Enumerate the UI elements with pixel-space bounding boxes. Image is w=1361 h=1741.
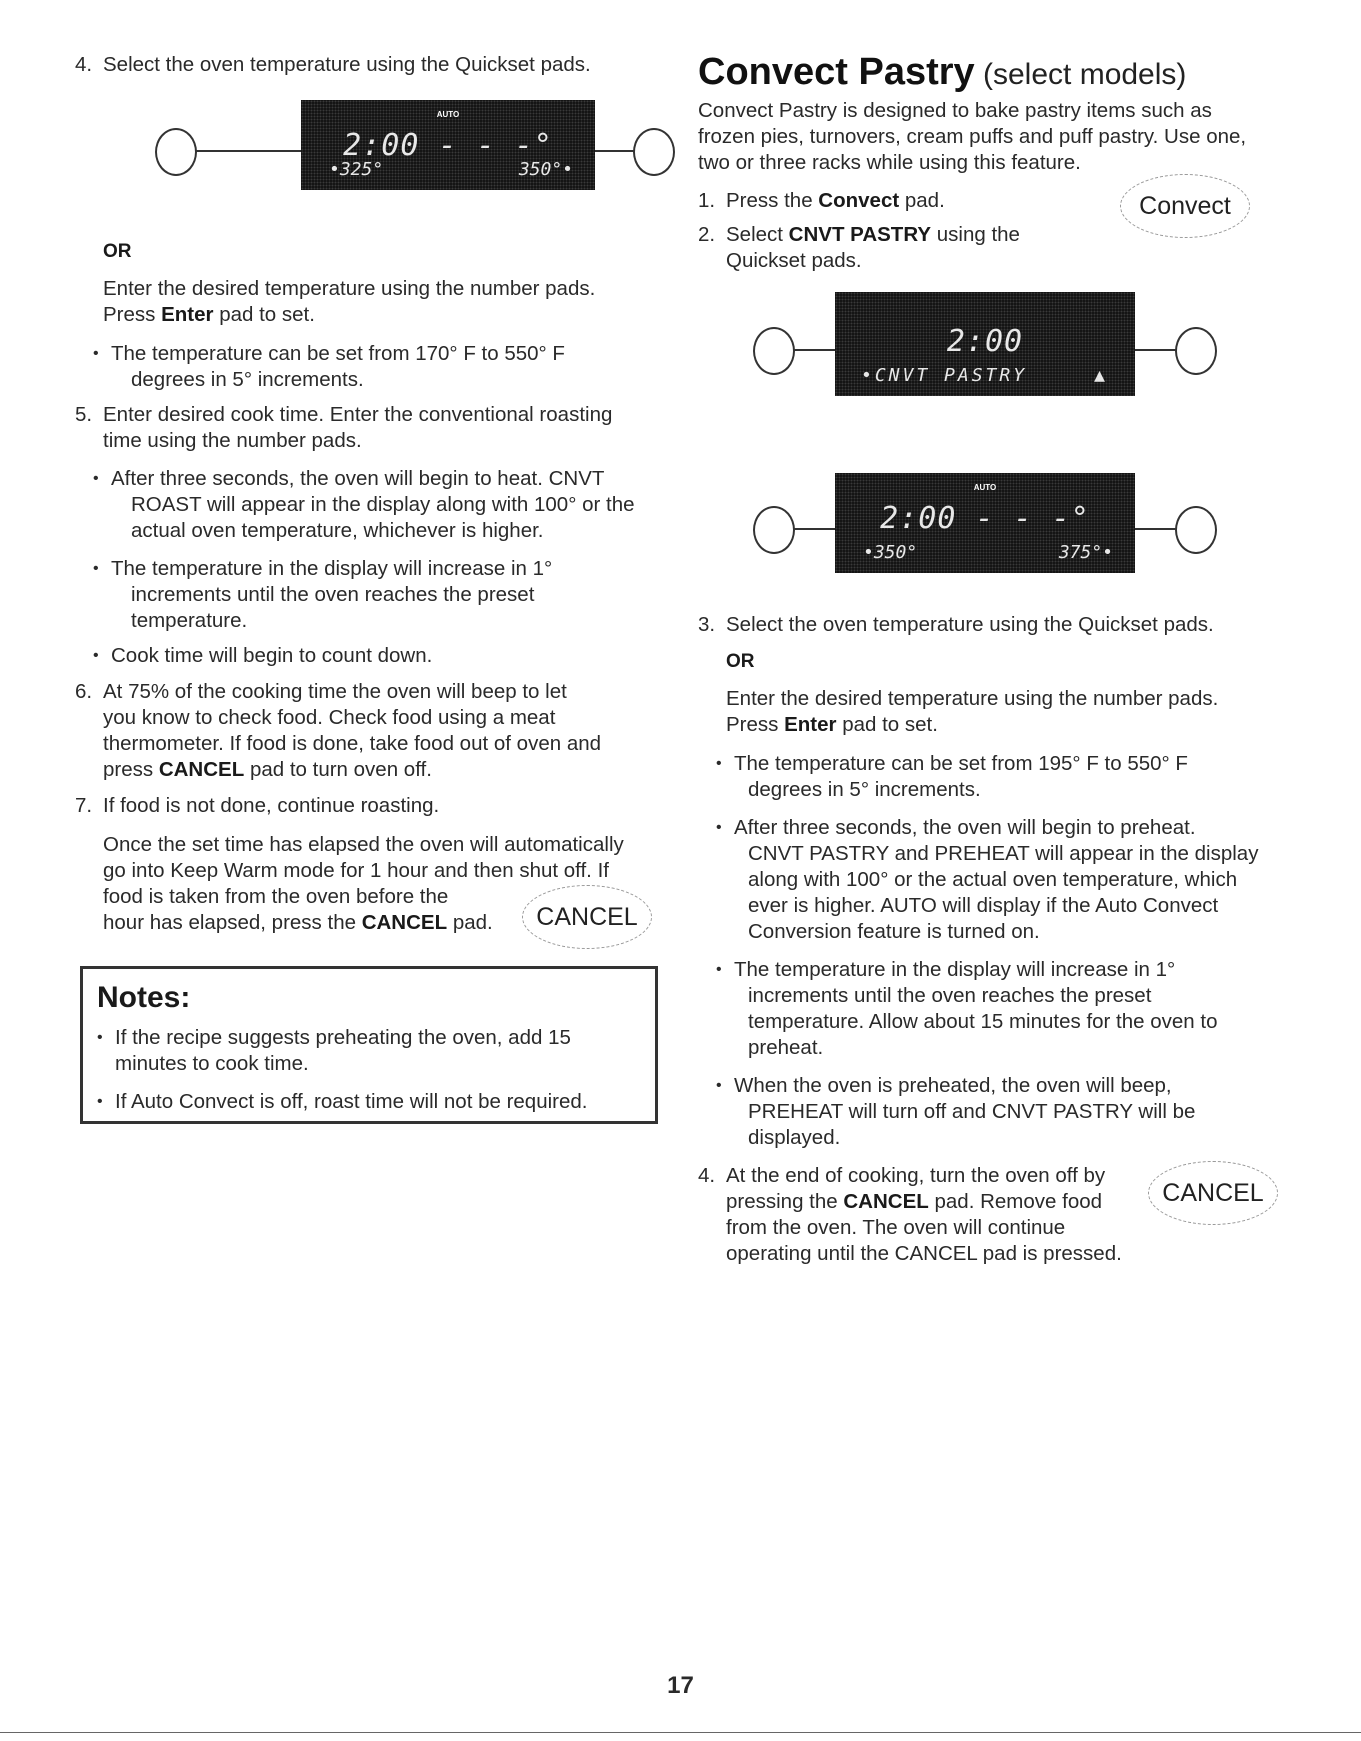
- section-heading: Convect Pastry (select models): [698, 51, 1187, 93]
- or-label: OR: [726, 651, 755, 672]
- step-4-right: 4. At the end of cooking, turn the oven off by: [698, 1164, 1106, 1187]
- step-5-left: 5. Enter desired cook time. Enter the conventional roasting: [75, 403, 613, 426]
- left-knob-icon: [155, 128, 197, 176]
- page-number: 17: [667, 1672, 694, 1699]
- step-4-left: 4. Select the oven temperature using the Quickset pads.: [75, 53, 591, 76]
- step-2-right: 2. Select CNVT PASTRY using the: [698, 223, 1020, 246]
- right-knob-icon: [633, 128, 675, 176]
- left-knob-icon: [753, 327, 795, 375]
- cancel-pad-icon: CANCEL: [1148, 1161, 1278, 1225]
- or-label: OR: [103, 241, 132, 262]
- oven-display-1: AUTO 2:00 - - -° •325° 350°•: [155, 100, 675, 190]
- footer-rule: [0, 1732, 1361, 1733]
- cancel-pad-icon: CANCEL: [522, 885, 652, 949]
- left-knob-icon: [753, 506, 795, 554]
- oven-display-3: AUTO 2:00 - - -° •350° 375°•: [753, 473, 1217, 573]
- right-knob-icon: [1175, 506, 1217, 554]
- right-knob-icon: [1175, 327, 1217, 375]
- step-1-right: 1. Press the Convect pad.: [698, 189, 945, 212]
- convect-pad-icon: Convect: [1120, 174, 1250, 238]
- oven-display-2: 2:00 •CNVT PASTRY ▲: [753, 292, 1217, 396]
- step-7-left: 7. If food is not done, continue roasting.: [75, 794, 440, 817]
- notes-box: Notes: • If the recipe suggests preheating the oven, add 15 minutes to cook time. • If Auto Convect is off, roast time will not be required.: [80, 966, 658, 1124]
- notes-title: Notes:: [97, 981, 191, 1014]
- step-6-left: 6. At 75% of the cooking time the oven will beep to let: [75, 680, 567, 703]
- step-3-right: 3. Select the oven temperature using the Quickset pads.: [698, 613, 1214, 636]
